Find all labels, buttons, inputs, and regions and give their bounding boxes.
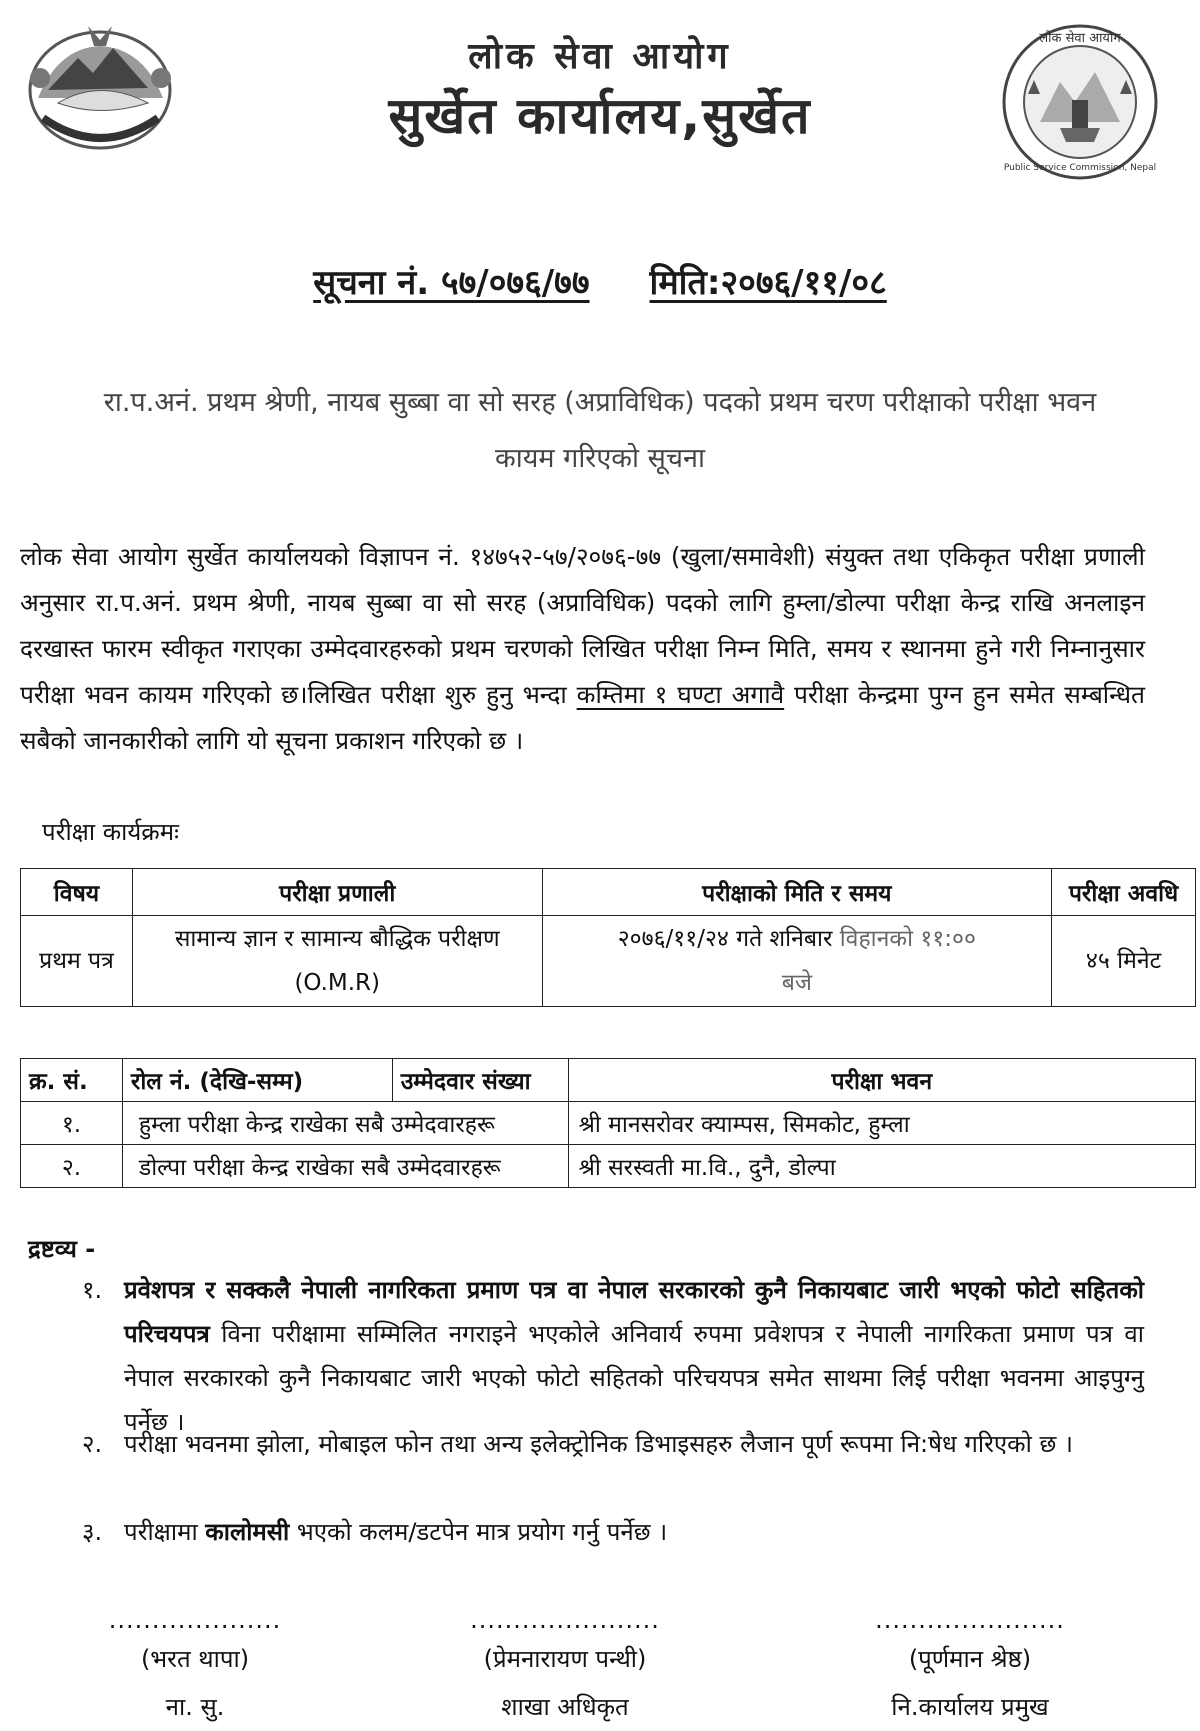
note-item: ३. परीक्षामा कालोमसी भएको कलम/डटपेन मात्र प्रयोग गर्नु पर्नेछ । <box>82 1518 668 1546</box>
notice-date: मिति:२०७६/११/०८ <box>649 263 887 303</box>
notes-title: द्रष्टव्य - <box>28 1235 96 1263</box>
notice-subject: रा.प.अनं. प्रथम श्रेणी, नायब सुब्बा वा सो सरह (अप्राविधिक) पदको प्रथम चरण परीक्षाको परीक्षा भवन कायम गरिएको सूचना <box>103 387 1097 474</box>
exam-schedule-table <box>20 868 1196 1007</box>
table-row: प्रथम पत्र सामान्य ज्ञान र सामान्य बौद्धिक परीक्षण (O.M.R) २०७६/११/२४ गते शनिबार विहानको ११:०० बजे ४५ मिनेट <box>21 916 1196 1007</box>
schedule-label: परीक्षा कार्यक्रमः <box>42 818 179 846</box>
exam-venue-table <box>20 1058 1196 1188</box>
org-name: लोक सेवा आयोग <box>468 36 732 77</box>
signatory-title: शाखा अधिकृत <box>501 1693 629 1721</box>
table-row: २. डोल्पा परीक्षा केन्द्र राखेका सबै उम्मेदवारहरू श्री सरस्वती मा.वि., दुनै, डोल्पा <box>21 1145 1196 1188</box>
office-name: सुर्खेत कार्यालय,सुर्खेत <box>388 87 812 145</box>
signature-block: ...................... (पूर्णमान श्रेष्ठ) नि.कार्यालय प्रमुख <box>820 1605 1120 1731</box>
signature-block: ...................... (प्रेमनारायण पन्थी) शाखा अधिकृत <box>415 1605 715 1731</box>
signatory-name: (भरत थापा) <box>140 1645 250 1673</box>
signatory-name: (प्रेमनारायण पन्थी) <box>483 1645 647 1673</box>
svg-text:लोक सेवा आयोग: लोक सेवा आयोग <box>1039 31 1121 46</box>
emphasis-underlined: कम्तिमा १ घण्टा अगावै <box>576 680 785 709</box>
note-item: २. परीक्षा भवनमा झोला, मोबाइल फोन तथा अन्य इलेक्ट्रोनिक डिभाइसहरु लैजान पूर्ण रूपमा नि:षेध गरिएको छ । <box>82 1430 1074 1458</box>
table-row: १. हुम्ला परीक्षा केन्द्र राखेका सबै उम्मेदवारहरू श्री मानसरोवर क्याम्पस, सिमकोट, हुम्ला <box>21 1102 1196 1145</box>
table-header-row: विषय परीक्षा प्रणाली परीक्षाको मिति र समय परीक्षा अवधि <box>21 869 1196 916</box>
notice-number-date <box>0 258 1200 304</box>
svg-text:Public Service Commission, Nep: Public Service Commission, Nepal <box>1003 163 1157 173</box>
signatory-title: ना. सु. <box>165 1693 225 1721</box>
table-header-row: क्र. सं. रोल नं. (देखि-सम्म) उम्मेदवार संख्या परीक्षा भवन <box>21 1059 1196 1102</box>
signature-block: .................... (भरत थापा) ना. सु. <box>45 1605 345 1731</box>
notice-number: सूचना नं. ५७/०७६/७७ <box>313 263 590 303</box>
signatory-title: नि.कार्यालय प्रमुख <box>891 1693 1049 1721</box>
note-item: १. प्रवेशपत्र र सक्कलै नेपाली नागरिकता प्रमाण पत्र वा नेपाल सरकारको कुनै निकायबाट जारी भएको फोटो सहितको परिचयपत्र विना परीक्षामा सम्मिलित नगराइने भएकोले अनिवार्य रुपमा प्रवेशपत्र र नेपाली नागरिकता प्रमाण पत्र वा नेपाल सरकारको कुनै निकायबाट जारी भएको फोटो सहितको परिचयपत्र समेत साथमा लिई परीक्षा भवनमा आइपुग्नु पर्नेछ । <box>82 1276 1144 1436</box>
notice-body: लोक सेवा आयोग सुर्खेत कार्यालयको विज्ञापन नं. १४७५२-५७/२०७६-७७ (खुला/समावेशी) संयुक्त तथा एकिकृत परीक्षा प्रणाली अनुसार रा.प.अनं. प्रथम श्रेणी, नायब सुब्बा वा सो सरह (अप्राविधिक) पदको लागि हुम्ला/डोल्पा परीक्षा केन्द्र राखि अनलाइन दरखास्त फारम स्वीकृत गराएका उम्मेदवारहरुको प्रथम चरणको लिखित परीक्षा निम्न मिति, समय र स्थानमा हुने गरी निम्नानुसार परीक्षा भवन कायम गरिएको छ।लिखित परीक्षा शुरु हुनु भन्दा कम्तिमा १ घण्टा अगावै परीक्षा केन्द्रमा पुग्न हुन समेत सम्बन्धित सबैको जानकारीको लागि यो सूचना प्रकाशन गरिएको छ । <box>20 542 1145 755</box>
signatory-name: (पूर्णमान श्रेष्ठ) <box>908 1645 1032 1673</box>
